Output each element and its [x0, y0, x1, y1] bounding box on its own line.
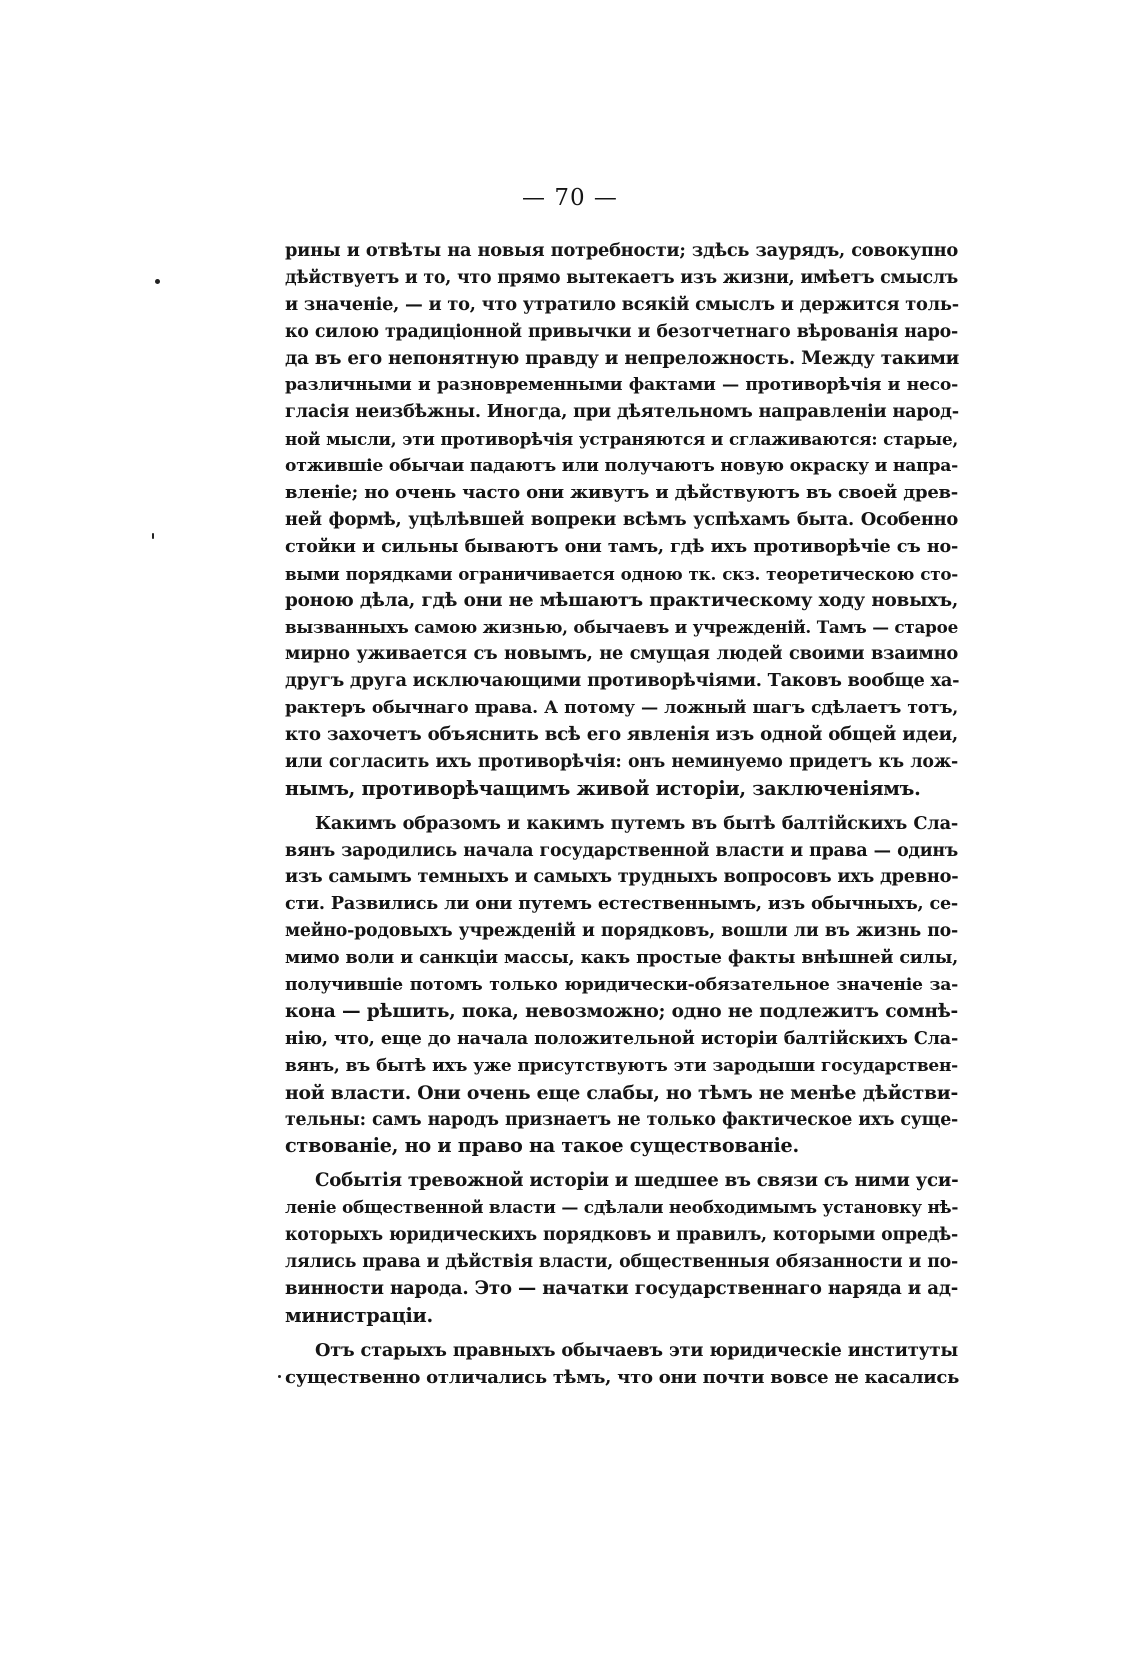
text-line: получившіе потомъ только юридически-обязательное значеніе за-: [285, 975, 958, 996]
text-line: тельны: самъ народъ признаетъ не только фактическое ихъ суще-: [285, 1109, 958, 1130]
text-line: мирно уживается съ новымъ, не смущая людей своими взаимно: [285, 643, 958, 665]
text-line: изъ самымъ темныхъ и самыхъ трудныхъ вопросовъ ихъ древно-: [285, 866, 959, 888]
text-line: отжившіе обычаи падаютъ или получаютъ новую окраску и напра-: [285, 456, 958, 477]
text-line: леніе общественной власти — сдѣлали необходимымъ установку нѣ-: [285, 1198, 959, 1219]
text-line: вленіе; но очень часто они живутъ и дѣйствуютъ въ своей древ-: [285, 482, 958, 504]
text-line: Событія тревожной исторіи и шедшее въ связи съ ними уси-: [315, 1170, 959, 1192]
paragraph-gap: [285, 1160, 958, 1168]
paragraph-1: [285, 238, 958, 803]
paragraph-gap: [285, 1330, 958, 1338]
text-line: кона — рѣшить, пока, невозможно; одно не подлежитъ сомнѣ-: [285, 1000, 958, 1022]
text-line: министраціи.: [285, 1303, 433, 1327]
text-line: вянъ, въ бытѣ ихъ уже присутствуютъ эти зародыши государствен-: [285, 1055, 958, 1076]
text-line: роною дѣла, гдѣ они не мѣшаютъ практическому ходу новыхъ,: [285, 589, 958, 611]
text-line: выми порядками ограничивается одною тк. скз. теоретическою сто-: [285, 563, 958, 584]
paragraph-3: [285, 1168, 958, 1329]
text-line: ной власти. Они очень еще слабы, но тѣмъ не менѣе дѣйстви-: [285, 1081, 959, 1104]
text-line: ко силою традиціонной привычки и безотчетнаго вѣрованія наро-: [285, 321, 958, 342]
text-line: гласія неизбѣжны. Иногда, при дѣятельномъ направленіи народ-: [285, 401, 959, 423]
text-line: ней формѣ, уцѣлѣвшей вопреки всѣмъ успѣхамъ быта. Особенно: [285, 508, 958, 530]
text-line: рактеръ обычнаго права. А потому — ложный шагъ сдѣлаетъ тотъ,: [285, 698, 958, 719]
text-line: да въ его непонятную правду и непреложность. Между такими: [285, 347, 960, 369]
text-line: дѣйствуетъ и то, что прямо вытекаетъ изъ жизни, имѣетъ смыслъ: [285, 267, 958, 288]
text-line: стойки и сильны бываютъ они тамъ, гдѣ ихъ противорѣчіе съ но-: [285, 535, 958, 557]
text-line: нію, что, еще до начала положительной исторіи балтійскихъ Сла-: [285, 1027, 958, 1049]
scan-speck: [152, 533, 154, 539]
text-line: Отъ старыхъ правныхъ обычаевъ эти юридическіе институты: [315, 1339, 958, 1361]
text-line: лялись права и дѣйствія власти, общественныя обязанности и по-: [285, 1251, 958, 1272]
text-line: нымъ, противорѣчащимъ живой исторіи, заключеніямъ.: [285, 776, 921, 800]
text-line: вянъ зародились начала государственной власти и права — одинъ: [285, 840, 958, 861]
text-line: кто захочетъ объяснить всѣ его явленія изъ одной общей идеи,: [285, 724, 958, 746]
text-line: другъ друга исключающими противорѣчіями. Таковъ вообще ха-: [285, 670, 960, 692]
text-line: мейно-родовыхъ учрежденій и порядковъ, вошли ли въ жизнь по-: [285, 921, 958, 942]
text-line: винности народа. Это — начатки государственнаго наряда и ад-: [285, 1277, 958, 1299]
paragraph-gap: [285, 803, 958, 811]
text-line: которыхъ юридическихъ порядковъ и правилъ, которыми опредѣ-: [285, 1225, 958, 1246]
body-text: [285, 238, 958, 1391]
text-line: вызванныхъ самою жизнью, обычаевъ и учрежденій. Тамъ — старое: [285, 617, 958, 638]
paragraph-4: [285, 1338, 958, 1392]
scan-speck: [155, 279, 160, 284]
text-line: ствованіе, но и право на такое существованіе.: [285, 1134, 799, 1158]
text-line: Какимъ образомъ и какимъ путемъ въ бытѣ балтійскихъ Сла-: [315, 812, 958, 834]
text-line: существенно отличались тѣмъ, что они почти вовсе не касались: [285, 1366, 960, 1388]
text-line: ной мысли, эти противорѣчія устраняются и сглаживаются: старые,: [285, 429, 958, 450]
page-number: — 70 —: [522, 185, 618, 211]
text-line: сти. Развились ли они путемъ естественнымъ, изъ обычныхъ, се-: [285, 893, 958, 915]
text-line: рины и отвѣты на новыя потребности; здѣсь заурядъ, совокупно: [285, 240, 958, 261]
text-line: различными и разновременными фактами — противорѣчія и несо-: [285, 375, 958, 396]
text-line: мимо воли и санкціи массы, какъ простые факты внѣшней силы,: [285, 947, 958, 969]
scan-speck: [278, 1375, 281, 1378]
paragraph-2: [285, 811, 958, 1161]
text-line: и значеніе, — и то, что утратило всякій смыслъ и держится толь-: [285, 293, 959, 315]
text-line: или согласить ихъ противорѣчія: онъ неминуемо придетъ къ лож-: [285, 751, 958, 772]
